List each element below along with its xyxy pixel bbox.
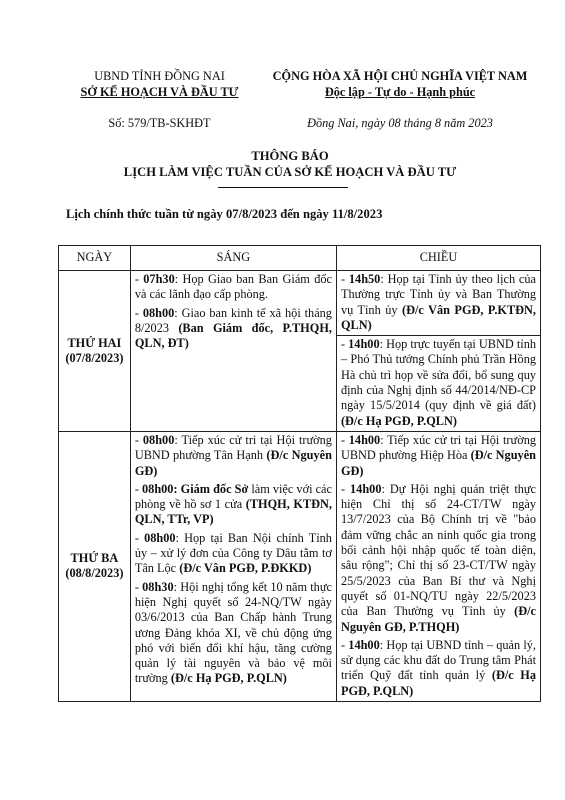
agency-header [62, 68, 257, 100]
national-motto: Độc lập - Tự do - Hạnh phúc [324, 85, 476, 99]
item-participants: (Đ/c Hạ PGĐ, P.QLN) [170, 671, 287, 686]
item-participants: (Đ/c Hạ PGĐ, P.QLN) [340, 413, 457, 428]
schedule-item: - 14h00: Họp trực tuyến tại UBND tỉnh – Phó Thủ tướng Chính phủ Trần Hồng Hà chủ trì họp về sửa đổi, bổ sung quy định của Nghị định số 44/2014/NĐ-CP ngày 15/5/2014 (quy định về giá đất) (Đ/c Hạ PGĐ, P.QLN) [337, 335, 540, 431]
item-participants: (Đ/c Nguyên GĐ) [134, 448, 332, 478]
item-text: : Họp tại UBND tỉnh – quản lý, sử dụng các khu đất do Trung tâm Phát triển Quỹ đất tỉnh quản lý [340, 637, 536, 683]
item-participants: (Đ/c Nguyên GĐ) [340, 448, 536, 478]
day-cell [59, 431, 131, 701]
day-cell [59, 271, 131, 432]
schedule-table [58, 245, 541, 702]
item-participants: (Ban Giám đốc, P.THQH, QLN, ĐT) [134, 320, 332, 351]
item-time: 08h00 [142, 432, 175, 447]
item-time: 08h30 [142, 579, 174, 594]
item-time: 14h00 [350, 481, 382, 496]
item-time: 07h30 [143, 272, 175, 286]
schedule-item: - 14h00: Tiếp xúc cử tri tại Hội trường UBND phường Hiệp Hòa (Đ/c Nguyên GĐ) [340, 432, 536, 478]
item-time: 14h50 [348, 272, 381, 286]
item-text: : Họp tại Tỉnh ủy theo lịch của Thường trực Tỉnh ủy và Ban Thường vụ Tỉnh ủy [340, 272, 536, 317]
item-participants: (Đ/c Hạ PGĐ, P.QLN) [340, 668, 536, 698]
schedule-item: - 08h00: Tiếp xúc cử tri tại Hội trường UBND phường Tân Hạnh (Đ/c Nguyên GĐ) [134, 432, 332, 478]
item-participants: (Đ/c Nguyên GĐ, P.THQH) [340, 604, 536, 634]
schedule-item: - 08h00: Họp tại Ban Nội chính Tỉnh ủy – xử lý đơn của Công ty Dâu tằm tơ Tân Lộc (Đ/c Vân PGĐ, P.ĐKKD) [134, 530, 332, 576]
item-participants: (Đ/c Vân PGĐ, P.ĐKKD) [179, 561, 312, 576]
item-text: : Dự Hội nghị quán triệt thực hiện Chỉ thị số 24-CT/TW ngày 13/7/2023 của Bộ Chính trị về "bảo đảm vững chắc an ninh quốc gia trong bối cảnh hội nhập quốc tế toàn diện, sâu rộng"; Chỉ thị số 23-CT/TW ngày 25/5/2023 của Ban Bí thư và Nghị quyết số 01-NQ/TU ngày 22/5/2023 của Ban Thường vụ Tỉnh ủy [340, 481, 537, 619]
header-day: NGÀY [59, 246, 131, 271]
item-text: : Giao ban kinh tế xã hội tháng 8/2023 [134, 305, 332, 335]
title-line2: LỊCH LÀM VIỆC TUẦN CỦA SỞ KẾ HOẠCH VÀ ĐẦU TƯ [123, 165, 457, 179]
document-number: Số: 579/TB-SKHĐT [108, 116, 211, 130]
afternoon-cell [336, 271, 540, 432]
agency-name: SỞ KẾ HOẠCH VÀ ĐẦU TƯ [80, 85, 239, 99]
item-time: 08h00 [142, 305, 175, 320]
item-text: : Tiếp xúc cử tri tại Hội trường UBND phường Hiệp Hòa [340, 432, 536, 463]
schedule-item: - 08h30: Hội nghị tổng kết 10 năm thực hiện Nghị quyết số 24-NQ/TW ngày 03/6/2013 của Ban Chấp hành Trung ương Đảng khóa XI, về chủ động ứng phó với biến đổi khí hậu, tăng cường quản lý tài nguyên và bảo vệ môi trường (Đ/c Hạ PGĐ, P.QLN) [134, 579, 332, 686]
schedule-item: - 08h00: Giao ban kinh tế xã hội tháng 8/2023 (Ban Giám đốc, P.THQH, QLN, ĐT) [134, 305, 332, 351]
agency-parent: UBND TỈNH ĐỒNG NAI [94, 69, 225, 83]
table-header-row [59, 246, 541, 271]
schedule-item: - 14h00: Họp tại UBND tỉnh – quản lý, sử dụng các khu đất do Trung tâm Phát triển Quỹ đất tỉnh quản lý (Đ/c Hạ PGĐ, P.QLN) [340, 637, 536, 698]
item-time: 14h00 [348, 337, 380, 352]
item-participants: (Đ/c Vân PGĐ, P.KTĐN, QLN) [340, 302, 536, 332]
afternoon-items [337, 271, 540, 431]
national-header [250, 68, 550, 100]
item-time: 14h00 [348, 637, 380, 652]
day-name: THỨ HAI [67, 335, 122, 350]
schedule-item: - 14h50: Họp tại Tỉnh ủy theo lịch của Thường trực Tỉnh ủy và Ban Thường vụ Tỉnh ủy (Đ/c Vân PGĐ, P.KTĐN, QLN) [340, 272, 536, 332]
day-date: (07/8/2023) [65, 350, 124, 365]
day-date: (08/8/2023) [65, 566, 124, 581]
afternoon-cell [336, 431, 540, 701]
item-time: 08h00: Giám đốc Sở [142, 481, 249, 496]
afternoon-items [337, 432, 540, 701]
item-text: : Hội nghị tổng kết 10 năm thực hiện Nghị quyết số 24-NQ/TW ngày 03/6/2013 của Ban Chấp hành Trung ương Đảng khóa XI, về chủ động ứng phó với biến đổi khí hậu, tăng cường quản lý tài nguyên và bảo vệ môi trường [134, 579, 332, 686]
item-text: : Họp Giao ban Ban Giám đốc và các lãnh đạo cấp phòng. [134, 272, 332, 302]
document-date: Đồng Nai, ngày 08 tháng 8 năm 2023 [307, 116, 493, 130]
item-time: 14h00 [348, 432, 381, 447]
schedule-item: - 08h00: Giám đốc Sở làm việc với các phòng về hồ sơ 1 cửa (THQH, KTĐN, QLN, TTr, VP) [134, 481, 332, 527]
schedule-item: - 07h30: Họp Giao ban Ban Giám đốc và các lãnh đạo cấp phòng. [134, 272, 332, 302]
document-title [60, 148, 520, 180]
header-morning: SÁNG [130, 246, 336, 271]
morning-items [131, 432, 336, 689]
day-name: THỨ BA [70, 551, 119, 566]
table-row [59, 271, 541, 432]
table-row [59, 431, 541, 701]
item-text: : Họp tại Ban Nội chính Tỉnh ủy – xử lý đơn của Công ty Dâu tằm tơ Tân Lộc [134, 530, 332, 576]
item-text: làm việc với các phòng về hồ sơ 1 cửa [134, 481, 332, 512]
table-body [59, 271, 541, 702]
morning-cell [130, 431, 336, 701]
item-text: : Tiếp xúc cử tri tại Hội trường UBND phường Tân Hạnh [134, 432, 332, 463]
item-participants: (THQH, KTĐN, QLN, TTr, VP) [134, 497, 332, 527]
item-text: : Họp trực tuyến tại UBND tỉnh – Phó Thủ tướng Chính phủ Trần Hồng Hà chủ trì họp về sửa đổi, bổ sung quy định của Nghị định số 44/2014/NĐ-CP ngày 15/5/2014 (quy định về giá đất) [340, 337, 536, 413]
item-time: 08h00 [144, 530, 176, 545]
title-line1: THÔNG BÁO [251, 149, 329, 163]
title-divider [218, 187, 348, 188]
schedule-item: - 14h00: Dự Hội nghị quán triệt thực hiện Chỉ thị số 24-CT/TW ngày 13/7/2023 của Bộ Chính trị về "bảo đảm vững chắc an ninh quốc gia trong bối cảnh hội nhập quốc tế toàn diện, sâu rộng"; Chỉ thị số 23-CT/TW ngày 25/5/2023 của Ban Bí thư và Nghị quyết số 01-NQ/TU ngày 22/5/2023 của Ban Thường vụ Tỉnh ủy (Đ/c Nguyên GĐ, P.THQH) [340, 481, 537, 634]
morning-cell [130, 271, 336, 432]
national-title: CỘNG HÒA XÃ HỘI CHỦ NGHĨA VIỆT NAM [272, 69, 528, 83]
morning-items [131, 271, 336, 353]
schedule-range: Lịch chính thức tuần từ ngày 07/8/2023 đến ngày 11/8/2023 [66, 207, 383, 221]
header-afternoon: CHIỀU [336, 246, 540, 271]
